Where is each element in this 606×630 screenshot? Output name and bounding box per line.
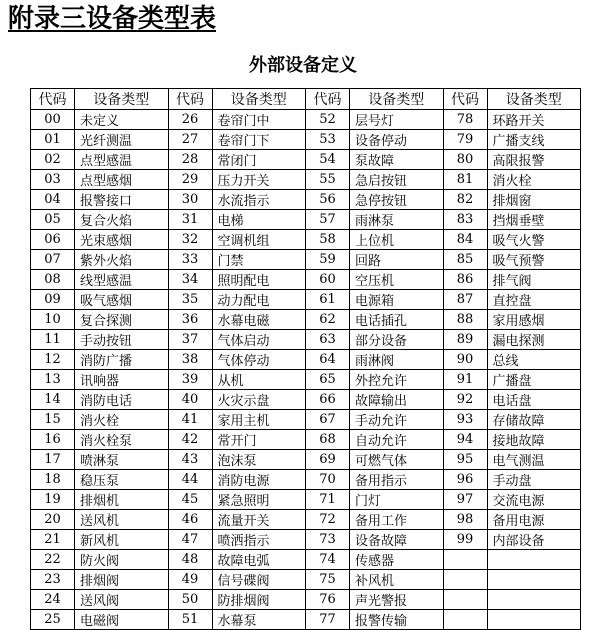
code-cell: 47 xyxy=(168,530,212,550)
device-type-cell: 气体停动 xyxy=(212,350,306,370)
code-cell: 21 xyxy=(31,530,75,550)
code-cell: 46 xyxy=(168,510,212,530)
code-cell: 81 xyxy=(443,170,487,190)
device-type-cell: 防火阀 xyxy=(75,550,169,570)
table-row xyxy=(31,330,581,350)
code-cell: 20 xyxy=(31,510,75,530)
table-row xyxy=(31,230,581,250)
device-type-cell: 部分设备 xyxy=(350,330,444,350)
code-cell: 31 xyxy=(168,210,212,230)
code-cell xyxy=(443,590,487,610)
code-cell: 14 xyxy=(31,390,75,410)
device-type-cell: 备用指示 xyxy=(350,470,444,490)
code-cell: 36 xyxy=(168,310,212,330)
table-row xyxy=(31,470,581,490)
code-cell: 94 xyxy=(443,430,487,450)
code-cell: 96 xyxy=(443,470,487,490)
code-cell: 76 xyxy=(306,590,350,610)
page-title: 附录三设备类型表 xyxy=(8,4,217,34)
code-cell: 64 xyxy=(306,350,350,370)
table-row xyxy=(31,570,581,590)
device-type-cell: 复合火焰 xyxy=(75,210,169,230)
code-cell: 74 xyxy=(306,550,350,570)
device-type-cell: 存储故障 xyxy=(487,410,581,430)
code-cell: 63 xyxy=(306,330,350,350)
code-cell: 56 xyxy=(306,190,350,210)
device-type-cell: 从机 xyxy=(212,370,306,390)
device-type-cell: 电磁阀 xyxy=(75,610,169,630)
device-type-cell: 光纤测温 xyxy=(75,130,169,150)
code-cell: 13 xyxy=(31,370,75,390)
code-cell: 09 xyxy=(31,290,75,310)
code-cell: 60 xyxy=(306,270,350,290)
device-type-cell: 光束感烟 xyxy=(75,230,169,250)
code-cell: 88 xyxy=(443,310,487,330)
device-type-cell: 电话插孔 xyxy=(350,310,444,330)
code-cell: 61 xyxy=(306,290,350,310)
device-type-cell: 传感器 xyxy=(350,550,444,570)
device-type-cell: 手动盘 xyxy=(487,470,581,490)
code-cell: 51 xyxy=(168,610,212,630)
table-subtitle: 外部设备定义 xyxy=(249,55,357,76)
code-cell: 08 xyxy=(31,270,75,290)
code-cell: 92 xyxy=(443,390,487,410)
code-cell: 16 xyxy=(31,430,75,450)
device-type-cell: 家用主机 xyxy=(212,410,306,430)
table-row xyxy=(31,130,581,150)
table-row xyxy=(31,410,581,430)
device-type-cell: 可燃气体 xyxy=(350,450,444,470)
device-type-cell: 回路 xyxy=(350,250,444,270)
code-cell: 80 xyxy=(443,150,487,170)
device-type-cell: 故障电弧 xyxy=(212,550,306,570)
code-cell xyxy=(443,610,487,630)
device-type-cell: 排烟阀 xyxy=(75,570,169,590)
table-row xyxy=(31,590,581,610)
code-cell: 35 xyxy=(168,290,212,310)
code-cell: 91 xyxy=(443,370,487,390)
code-cell: 84 xyxy=(443,230,487,250)
code-cell: 24 xyxy=(31,590,75,610)
device-type-cell: 直控盘 xyxy=(487,290,581,310)
code-cell: 54 xyxy=(306,150,350,170)
device-type-cell: 广播盘 xyxy=(487,370,581,390)
device-type-cell: 漏电探测 xyxy=(487,330,581,350)
device-type-cell: 家用感烟 xyxy=(487,310,581,330)
device-type-cell: 门禁 xyxy=(212,250,306,270)
device-type-cell: 设备故障 xyxy=(350,530,444,550)
code-cell: 06 xyxy=(31,230,75,250)
table-row xyxy=(31,430,581,450)
code-cell: 25 xyxy=(31,610,75,630)
device-type-cell: 点型感烟 xyxy=(75,170,169,190)
code-cell: 49 xyxy=(168,570,212,590)
code-cell: 95 xyxy=(443,450,487,470)
device-type-cell: 电梯 xyxy=(212,210,306,230)
device-type-cell: 电气测温 xyxy=(487,450,581,470)
code-cell: 82 xyxy=(443,190,487,210)
code-cell: 72 xyxy=(306,510,350,530)
code-cell: 99 xyxy=(443,530,487,550)
device-type-cell: 卷帘门中 xyxy=(212,110,306,130)
code-cell: 66 xyxy=(306,390,350,410)
device-type-cell: 卷帘门下 xyxy=(212,130,306,150)
code-cell: 12 xyxy=(31,350,75,370)
table-row xyxy=(31,490,581,510)
device-type-cell: 流量开关 xyxy=(212,510,306,530)
code-cell: 52 xyxy=(306,110,350,130)
table-row xyxy=(31,270,581,290)
device-type-cell: 补风机 xyxy=(350,570,444,590)
code-cell xyxy=(443,570,487,590)
header-code: 代码 xyxy=(168,89,212,110)
code-cell: 26 xyxy=(168,110,212,130)
code-cell: 23 xyxy=(31,570,75,590)
code-cell: 10 xyxy=(31,310,75,330)
code-cell: 71 xyxy=(306,490,350,510)
code-cell: 55 xyxy=(306,170,350,190)
device-type-cell: 急停按钮 xyxy=(350,190,444,210)
device-type-cell: 电源箱 xyxy=(350,290,444,310)
code-cell: 89 xyxy=(443,330,487,350)
device-type-cell: 排气阀 xyxy=(487,270,581,290)
table-row xyxy=(31,150,581,170)
device-type-cell: 泡沫泵 xyxy=(212,450,306,470)
code-cell: 53 xyxy=(306,130,350,150)
header-device-type: 设备类型 xyxy=(75,89,169,110)
code-cell: 48 xyxy=(168,550,212,570)
code-cell: 90 xyxy=(443,350,487,370)
code-cell: 33 xyxy=(168,250,212,270)
device-type-cell: 点型感温 xyxy=(75,150,169,170)
device-type-cell: 吸气火警 xyxy=(487,230,581,250)
device-type-cell: 门灯 xyxy=(350,490,444,510)
table-body xyxy=(31,110,581,630)
code-cell: 39 xyxy=(168,370,212,390)
device-type-cell: 防排烟阀 xyxy=(212,590,306,610)
code-cell: 85 xyxy=(443,250,487,270)
device-type-cell: 稳压泵 xyxy=(75,470,169,490)
device-type-cell xyxy=(487,550,581,570)
device-type-cell: 线型感温 xyxy=(75,270,169,290)
device-type-cell: 雨淋泵 xyxy=(350,210,444,230)
table-row xyxy=(31,250,581,270)
table-row xyxy=(31,530,581,550)
device-type-cell xyxy=(487,570,581,590)
device-type-cell: 交流电源 xyxy=(487,490,581,510)
device-type-cell: 火灾示盘 xyxy=(212,390,306,410)
code-cell: 50 xyxy=(168,590,212,610)
code-cell: 28 xyxy=(168,150,212,170)
code-cell: 19 xyxy=(31,490,75,510)
code-cell: 77 xyxy=(306,610,350,630)
device-type-cell: 紧急照明 xyxy=(212,490,306,510)
device-type-cell: 常闭门 xyxy=(212,150,306,170)
table-row xyxy=(31,350,581,370)
device-type-cell: 送风阀 xyxy=(75,590,169,610)
code-cell: 43 xyxy=(168,450,212,470)
code-cell: 57 xyxy=(306,210,350,230)
device-type-cell: 总线 xyxy=(487,350,581,370)
device-type-cell: 备用电源 xyxy=(487,510,581,530)
device-type-cell: 挡烟垂壁 xyxy=(487,210,581,230)
device-type-cell: 急启按钮 xyxy=(350,170,444,190)
code-cell: 05 xyxy=(31,210,75,230)
device-type-cell xyxy=(487,590,581,610)
code-cell: 41 xyxy=(168,410,212,430)
device-type-cell: 动力配电 xyxy=(212,290,306,310)
table-row xyxy=(31,450,581,470)
code-cell: 04 xyxy=(31,190,75,210)
code-cell: 68 xyxy=(306,430,350,450)
table-row xyxy=(31,510,581,530)
device-type-cell: 消防电话 xyxy=(75,390,169,410)
device-type-cell: 喷洒指示 xyxy=(212,530,306,550)
device-type-cell: 故障输出 xyxy=(350,390,444,410)
code-cell: 73 xyxy=(306,530,350,550)
code-cell: 75 xyxy=(306,570,350,590)
code-cell: 67 xyxy=(306,410,350,430)
table-row xyxy=(31,310,581,330)
code-cell xyxy=(443,550,487,570)
table-row xyxy=(31,370,581,390)
device-type-cell: 水流指示 xyxy=(212,190,306,210)
device-type-cell: 吸气预警 xyxy=(487,250,581,270)
code-cell: 93 xyxy=(443,410,487,430)
device-type-cell: 接地故障 xyxy=(487,430,581,450)
header-code: 代码 xyxy=(306,89,350,110)
code-cell: 00 xyxy=(31,110,75,130)
device-type-cell: 内部设备 xyxy=(487,530,581,550)
code-cell: 29 xyxy=(168,170,212,190)
device-type-cell: 水幕电磁 xyxy=(212,310,306,330)
code-cell: 34 xyxy=(168,270,212,290)
code-cell: 70 xyxy=(306,470,350,490)
table-row xyxy=(31,290,581,310)
code-cell: 11 xyxy=(31,330,75,350)
code-cell: 07 xyxy=(31,250,75,270)
device-type-cell: 高限报警 xyxy=(487,150,581,170)
device-type-cell: 吸气感烟 xyxy=(75,290,169,310)
device-type-cell: 自动允许 xyxy=(350,430,444,450)
device-type-cell: 常开门 xyxy=(212,430,306,450)
device-type-cell: 外控允许 xyxy=(350,370,444,390)
code-cell: 97 xyxy=(443,490,487,510)
device-type-cell xyxy=(487,610,581,630)
device-type-cell: 消火栓泵 xyxy=(75,430,169,450)
code-cell: 69 xyxy=(306,450,350,470)
table-row xyxy=(31,110,581,130)
device-type-cell: 压力开关 xyxy=(212,170,306,190)
device-type-cell: 空压机 xyxy=(350,270,444,290)
device-type-cell: 消火栓 xyxy=(487,170,581,190)
device-type-cell: 信号碟阀 xyxy=(212,570,306,590)
code-cell: 02 xyxy=(31,150,75,170)
table-row xyxy=(31,210,581,230)
device-type-cell: 讯响器 xyxy=(75,370,169,390)
device-type-cell: 送风机 xyxy=(75,510,169,530)
device-type-cell: 紫外火焰 xyxy=(75,250,169,270)
code-cell: 32 xyxy=(168,230,212,250)
device-type-cell: 气体启动 xyxy=(212,330,306,350)
header-code: 代码 xyxy=(443,89,487,110)
device-type-cell: 喷淋泵 xyxy=(75,450,169,470)
code-cell: 30 xyxy=(168,190,212,210)
table-row xyxy=(31,550,581,570)
device-type-cell: 手动允许 xyxy=(350,410,444,430)
code-cell: 03 xyxy=(31,170,75,190)
code-cell: 59 xyxy=(306,250,350,270)
device-type-cell: 空调机组 xyxy=(212,230,306,250)
device-type-cell: 水幕泵 xyxy=(212,610,306,630)
code-cell: 44 xyxy=(168,470,212,490)
device-type-cell: 报警接口 xyxy=(75,190,169,210)
header-device-type: 设备类型 xyxy=(487,89,581,110)
device-type-cell: 手动按钮 xyxy=(75,330,169,350)
device-type-cell: 层号灯 xyxy=(350,110,444,130)
device-type-cell: 新风机 xyxy=(75,530,169,550)
code-cell: 86 xyxy=(443,270,487,290)
device-type-cell: 照明配电 xyxy=(212,270,306,290)
table-row xyxy=(31,170,581,190)
device-type-cell: 广播支线 xyxy=(487,130,581,150)
code-cell: 83 xyxy=(443,210,487,230)
code-cell: 62 xyxy=(306,310,350,330)
table-row xyxy=(31,610,581,630)
code-cell: 38 xyxy=(168,350,212,370)
device-type-cell: 设备停动 xyxy=(350,130,444,150)
device-type-cell: 雨淋阀 xyxy=(350,350,444,370)
header-device-type: 设备类型 xyxy=(350,89,444,110)
table-row xyxy=(31,190,581,210)
code-cell: 79 xyxy=(443,130,487,150)
device-type-table xyxy=(30,88,581,630)
device-type-cell: 消防电源 xyxy=(212,470,306,490)
device-type-cell: 声光警报 xyxy=(350,590,444,610)
header-device-type: 设备类型 xyxy=(212,89,306,110)
device-type-cell: 排烟机 xyxy=(75,490,169,510)
table-row xyxy=(31,390,581,410)
device-type-cell: 泵故障 xyxy=(350,150,444,170)
device-type-cell: 电话盘 xyxy=(487,390,581,410)
device-type-cell: 排烟窗 xyxy=(487,190,581,210)
code-cell: 01 xyxy=(31,130,75,150)
code-cell: 27 xyxy=(168,130,212,150)
device-type-cell: 消防广播 xyxy=(75,350,169,370)
code-cell: 15 xyxy=(31,410,75,430)
device-type-cell: 消火栓 xyxy=(75,410,169,430)
code-cell: 37 xyxy=(168,330,212,350)
header-code: 代码 xyxy=(31,89,75,110)
device-type-cell: 环路开关 xyxy=(487,110,581,130)
device-type-cell: 上位机 xyxy=(350,230,444,250)
header-row xyxy=(31,89,581,110)
code-cell: 87 xyxy=(443,290,487,310)
code-cell: 18 xyxy=(31,470,75,490)
device-type-cell: 未定义 xyxy=(75,110,169,130)
code-cell: 65 xyxy=(306,370,350,390)
code-cell: 22 xyxy=(31,550,75,570)
code-cell: 42 xyxy=(168,430,212,450)
device-type-cell: 备用工作 xyxy=(350,510,444,530)
code-cell: 17 xyxy=(31,450,75,470)
code-cell: 78 xyxy=(443,110,487,130)
code-cell: 58 xyxy=(306,230,350,250)
device-type-cell: 报警传输 xyxy=(350,610,444,630)
code-cell: 40 xyxy=(168,390,212,410)
code-cell: 98 xyxy=(443,510,487,530)
device-type-cell: 复合探测 xyxy=(75,310,169,330)
code-cell: 45 xyxy=(168,490,212,510)
